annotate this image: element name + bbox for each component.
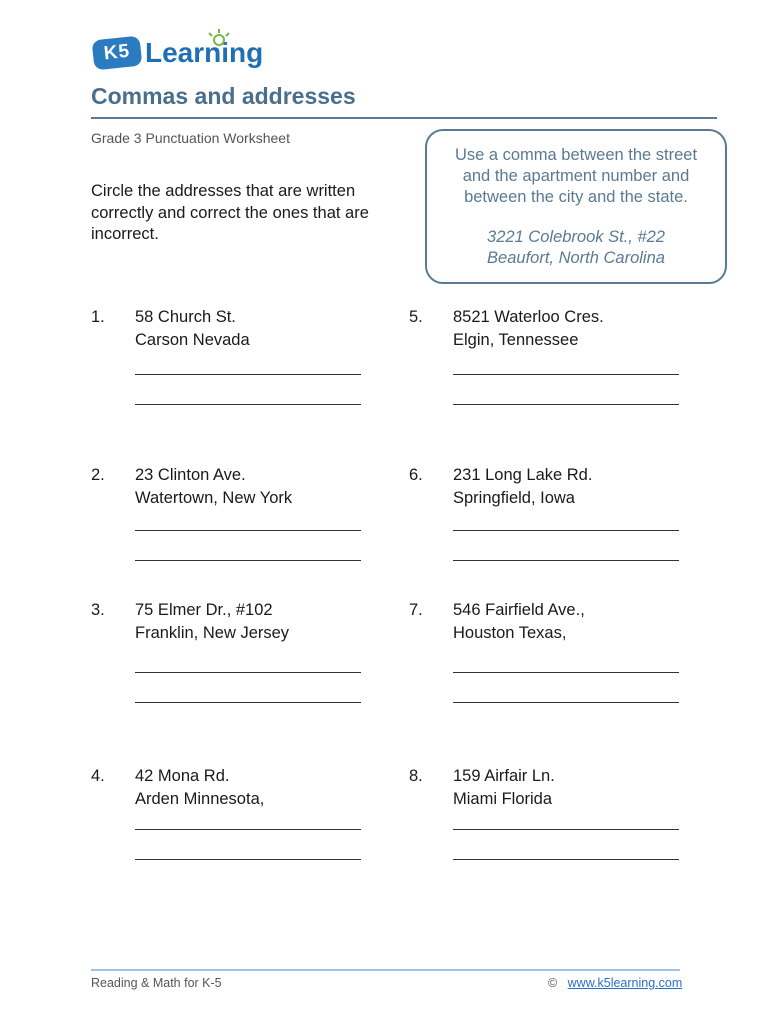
address-line2: Miami Florida	[453, 790, 553, 808]
address-text	[135, 464, 367, 510]
address-line2: Arden Minnesota,	[135, 790, 265, 808]
address-line1: 231 Long Lake Rd.	[453, 466, 593, 484]
footer-website-link[interactable]: www.k5learning.com	[567, 976, 683, 990]
tip-text: Use a comma between the street and the apartment number and between the city and the state.	[454, 146, 698, 206]
address-line1: 23 Clinton Ave.	[135, 466, 246, 484]
answer-line-1[interactable]	[453, 829, 679, 830]
answer-line-1[interactable]	[135, 530, 361, 531]
answer-line-1[interactable]	[453, 530, 679, 531]
address-line1: 58 Church St.	[135, 308, 236, 326]
tip-example-line1: 3221 Colebrook St., #22	[487, 228, 665, 246]
answer-line-2[interactable]	[453, 560, 679, 561]
address-text	[453, 464, 685, 510]
address-line2: Springfield, Iowa	[453, 489, 575, 507]
item-number: 8.	[409, 767, 423, 785]
tip-example-line2: Beaufort, North Carolina	[487, 249, 665, 267]
address-line1: 159 Airfair Ln.	[453, 767, 555, 785]
instructions-text: Circle the addresses that are written correctly and correct the ones that are incorrect.	[91, 182, 369, 243]
address-text	[453, 599, 685, 645]
footer-divider	[91, 969, 680, 971]
item-number: 7.	[409, 601, 423, 619]
answer-line-2[interactable]	[453, 404, 679, 405]
answer-line-1[interactable]	[453, 672, 679, 673]
tip-box	[425, 129, 727, 284]
address-line2: Elgin, Tennessee	[453, 331, 579, 349]
answer-line-2[interactable]	[453, 859, 679, 860]
tip-example	[427, 227, 725, 269]
answer-line-2[interactable]	[135, 404, 361, 405]
answer-line-2[interactable]	[135, 859, 361, 860]
address-line2: Carson Nevada	[135, 331, 250, 349]
answer-line-1[interactable]	[135, 672, 361, 673]
address-line1: 546 Fairfield Ave.,	[453, 601, 585, 619]
worksheet-subtitle: Grade 3 Punctuation Worksheet	[91, 130, 290, 146]
address-line2: Houston Texas,	[453, 624, 567, 642]
address-line1: 8521 Waterloo Cres.	[453, 308, 604, 326]
item-number: 4.	[91, 767, 105, 785]
footer-copyright	[548, 976, 682, 990]
item-number: 1.	[91, 308, 105, 326]
page-title: Commas and addresses	[91, 83, 356, 109]
answer-line-1[interactable]	[135, 374, 361, 375]
address-text	[453, 765, 685, 811]
address-line2: Watertown, New York	[135, 489, 293, 507]
address-text	[135, 765, 367, 811]
address-line2: Franklin, New Jersey	[135, 624, 290, 642]
logo-sparkle-icon	[205, 28, 233, 50]
address-text	[135, 306, 367, 352]
footer-tagline: Reading & Math for K-5	[91, 976, 222, 990]
item-number: 3.	[91, 601, 105, 619]
item-number: 2.	[91, 466, 105, 484]
answer-line-2[interactable]	[453, 702, 679, 703]
item-number: 5.	[409, 308, 423, 326]
address-text	[453, 306, 685, 352]
address-text	[135, 599, 367, 645]
answer-line-1[interactable]	[453, 374, 679, 375]
k5-learning-logo	[93, 30, 263, 72]
address-line1: 42 Mona Rd.	[135, 767, 230, 785]
logo-wordmark: Learning	[145, 37, 264, 68]
title-divider	[91, 117, 717, 119]
address-line1: 75 Elmer Dr., #102	[135, 601, 273, 619]
answer-line-2[interactable]	[135, 702, 361, 703]
answer-line-2[interactable]	[135, 560, 361, 561]
copyright-symbol: ©	[548, 976, 558, 990]
answer-line-1[interactable]	[135, 829, 361, 830]
item-number: 6.	[409, 466, 423, 484]
logo-badge: K5	[92, 36, 143, 71]
